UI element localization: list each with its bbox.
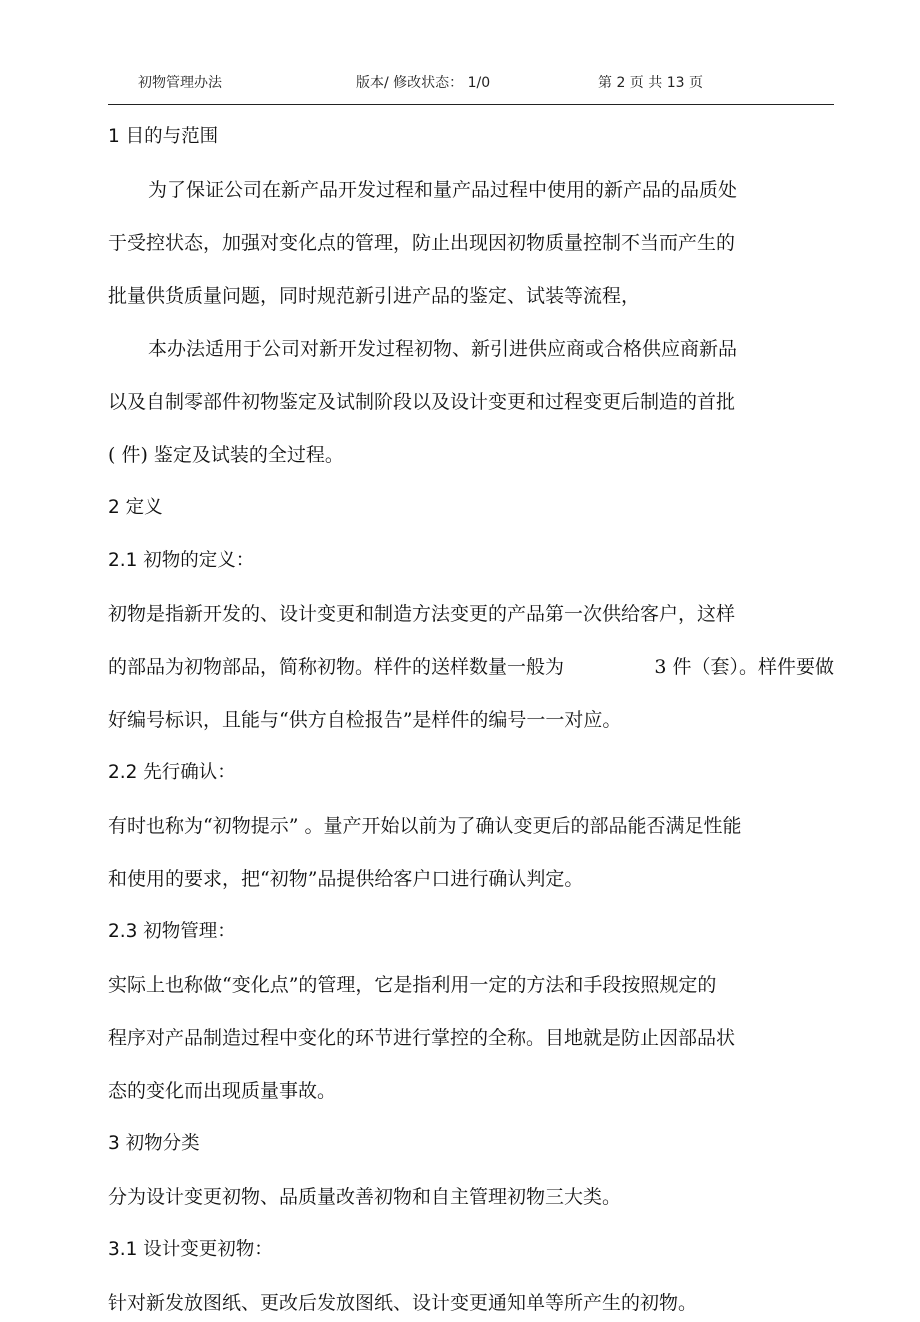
section-2-2-heading: 2.2 先行确认： xyxy=(108,762,236,783)
paragraph-line: 本办法适用于公司对新开发过程初物、新引进供应商或合格供应商新品 xyxy=(148,338,738,360)
section-2-3-heading: 2.3 初物管理： xyxy=(108,921,236,942)
document-body xyxy=(108,118,834,1322)
paragraph-line: 实际上也称做“变化点”的管理，它是指利用一定的方法和手段按照规定的 xyxy=(108,974,717,996)
paragraph-line: 以及自制零部件初物鉴定及试制阶段以及设计变更和过程变更后制造的首批 xyxy=(108,391,736,413)
section-2-heading: 2 定义 xyxy=(108,497,163,518)
paragraph-line: 和使用的要求，把“初物”品提供给客户口进行确认判定。 xyxy=(108,868,584,890)
paragraph-line: 有时也称为“初物提示” 。量产开始以前为了确认变更后的部品能否满足性能 xyxy=(108,815,742,837)
paragraph-line: 好编号标识，且能与“供方自检报告”是样件的编号一一对应。 xyxy=(108,709,622,731)
paragraph-segment: 的部品为初物部品，简称初物。样件的送样数量一般为 xyxy=(108,656,565,678)
paragraph-line: 针对新发放图纸、更改后发放图纸、设计变更通知单等所产生的初物。 xyxy=(108,1292,698,1314)
paragraph-line: 批量供货质量问题，同时规范新引进产品的鉴定、试装等流程， xyxy=(108,285,641,307)
header-page-number: 第 2 页 共 13 页 xyxy=(598,75,703,91)
header-version-status: 版本/ 修改状态： 1/0 xyxy=(356,75,491,91)
paragraph-line: 于受控状态，加强对变化点的管理，防止出现因初物质量控制不当而产生的 xyxy=(108,232,736,254)
section-3-1-heading: 3.1 设计变更初物： xyxy=(108,1239,273,1260)
paragraph-line: ( 件) 鉴定及试装的全过程。 xyxy=(108,444,344,466)
paragraph-line: 程序对产品制造过程中变化的环节进行掌控的全称。目地就是防止因部品状 xyxy=(108,1027,736,1049)
paragraph-segment: 3 件（套）。样件要做 xyxy=(654,656,834,678)
paragraph-line xyxy=(108,648,834,686)
header-document-title: 初物管理办法 xyxy=(138,75,222,91)
paragraph-line: 态的变化而出现质量事故。 xyxy=(108,1080,337,1102)
header-divider xyxy=(108,104,834,105)
section-1-heading: 1 目的与范围 xyxy=(108,126,219,147)
page-header xyxy=(0,66,920,94)
paragraph-line: 为了保证公司在新产品开发过程和量产品过程中使用的新产品的品质处 xyxy=(148,179,738,201)
paragraph-line: 初物是指新开发的、设计变更和制造方法变更的产品第一次供给客户，这样 xyxy=(108,603,736,625)
paragraph-line: 分为设计变更初物、品质量改善初物和自主管理初物三大类。 xyxy=(108,1186,622,1208)
section-3-heading: 3 初物分类 xyxy=(108,1133,200,1154)
section-2-1-heading: 2.1 初物的定义： xyxy=(108,550,255,571)
